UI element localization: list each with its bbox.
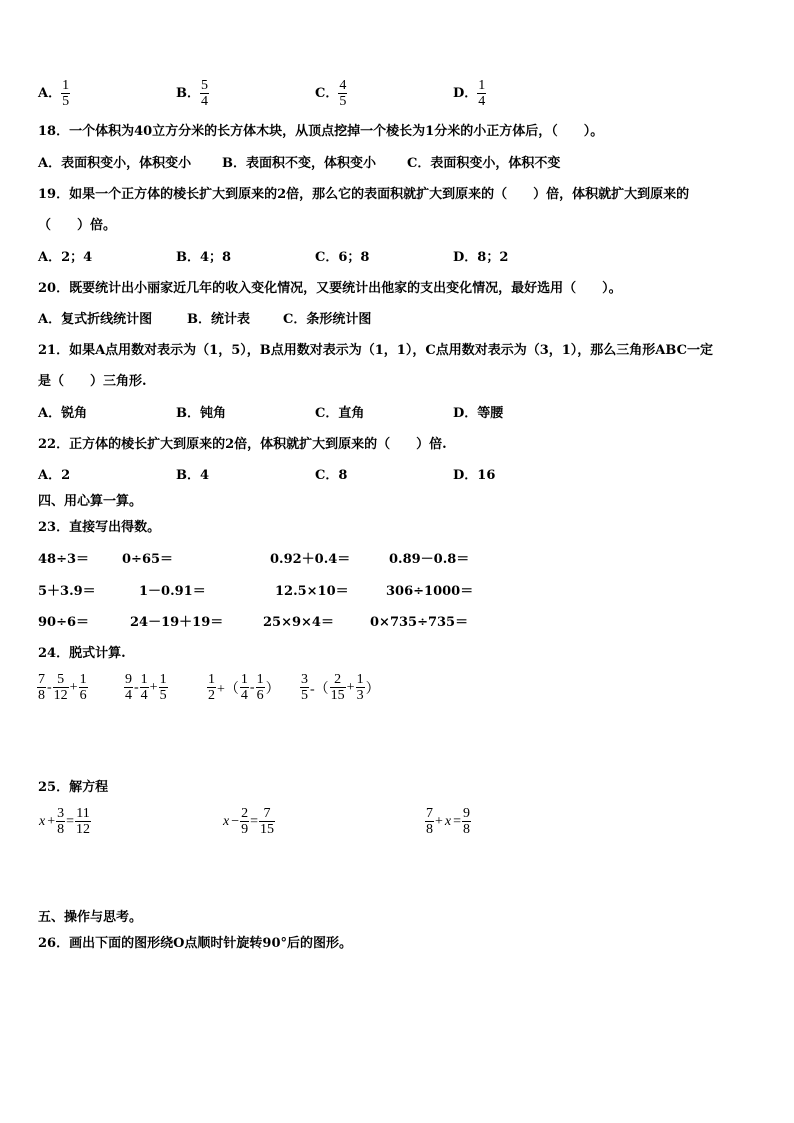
- q21-option-c: C．直角: [315, 406, 365, 421]
- calc-item: 306÷1000＝: [386, 584, 474, 599]
- q25-equation-1: x + $\frac{3}{8}$ = $\frac{11}{12}$: [39, 806, 91, 837]
- q17-option-d: D． $\frac{1}{4}$: [453, 78, 486, 109]
- fraction: $\frac{1}{2}$: [208, 672, 215, 703]
- q24-expression-4: $\frac{3}{5}$ -（ $\frac{2}{15}$ + $\frac{1}{3}$ ）: [301, 672, 380, 703]
- q19-option-d: D．8；2: [453, 250, 509, 265]
- q20-option-a: A．复式折线统计图: [38, 312, 153, 327]
- fraction: $\frac{1}{4}$: [140, 672, 148, 703]
- q24-expression-2: $\frac{9}{4}$ - $\frac{1}{4}$ + $\frac{1}{5}$: [125, 672, 167, 703]
- fraction: $\frac{7}{8}$: [38, 672, 45, 703]
- fraction: $\frac{1}{5}$: [159, 672, 167, 703]
- fraction: $\frac{1}{6}$: [79, 672, 87, 703]
- calc-item: 24－19＋19＝: [130, 615, 224, 630]
- fraction: $\frac{9}{4}$: [125, 672, 132, 703]
- q17-option-a: A． $\frac{1}{5}$: [38, 78, 70, 109]
- q19-stem-line1: 19．如果一个正方体的棱长扩大到原来的2倍，那么它的表面积就扩大到原来的（ ）倍，体积就扩大到原来的: [38, 187, 690, 202]
- calc-item: 0.92＋0.4＝: [270, 552, 351, 567]
- fraction: $\frac{9}{8}$: [463, 806, 471, 837]
- q18-option-b: B．表面积不变，体积变小: [222, 156, 376, 171]
- fraction: $\frac{7}{8}$: [426, 806, 433, 837]
- fraction: $\frac{1}{4}$: [240, 672, 248, 703]
- calc-item: 0.89－0.8＝: [389, 552, 470, 567]
- q19-option-a: A．2；4: [38, 250, 93, 265]
- fraction: $\frac{1}{5}$: [62, 78, 70, 109]
- q21-stem-line1: 21．如果A点用数对表示为（1，5），B点用数对表示为（1，1），C点用数对表示为（3，1），那么三角形ABC一定: [38, 343, 713, 358]
- section-5-title: 五、操作与思考。: [38, 910, 143, 925]
- calc-item: 5＋3.9＝: [38, 584, 96, 599]
- q22-option-c: C．8: [315, 468, 348, 483]
- fraction: $\frac{2}{9}$: [241, 806, 249, 837]
- fraction: $\frac{7}{15}$: [260, 806, 275, 837]
- q21-option-d: D．等腰: [453, 406, 504, 421]
- q24-stem: 24．脱式计算.: [38, 646, 126, 661]
- fraction: $\frac{5}{4}$: [201, 78, 208, 109]
- fraction: $\frac{2}{15}$: [330, 672, 345, 703]
- q18-option-a: A．表面积变小，体积变小: [38, 156, 192, 171]
- calc-item: 0÷65＝: [122, 552, 174, 567]
- q22-option-d: D．16: [453, 468, 496, 483]
- q17-option-b: B． $\frac{5}{4}$: [176, 78, 208, 109]
- fraction: $\frac{4}{5}$: [339, 78, 347, 109]
- q24-expression-3: $\frac{1}{2}$ +（ $\frac{1}{4}$ - $\frac{1}{6}$ ）: [208, 672, 280, 703]
- fraction: $\frac{3}{8}$: [57, 806, 65, 837]
- q21-stem-line2: 是（ ）三角形.: [38, 374, 147, 389]
- calc-item: 1－0.91＝: [139, 584, 206, 599]
- q18-stem: 18．一个体积为40立方分米的长方体木块，从顶点挖掉一个棱长为1分米的小正方体后，（ ）。: [38, 124, 604, 139]
- q22-stem: 22．正方体的棱长扩大到原来的2倍，体积就扩大到原来的（ ）倍.: [38, 437, 447, 452]
- q21-option-a: A．锐角: [38, 406, 88, 421]
- calc-item: 48÷3＝: [38, 552, 90, 567]
- q25-equation-2: x − $\frac{2}{9}$ = $\frac{7}{15}$: [223, 806, 275, 837]
- section-4-title: 四、用心算一算。: [38, 494, 143, 509]
- calc-item: 90÷6＝: [38, 615, 90, 630]
- q19-stem-line2: （ ）倍。: [38, 218, 117, 233]
- q17-option-c: C． $\frac{4}{5}$: [315, 78, 347, 109]
- q25-equation-3: $\frac{7}{8}$ + x = $\frac{9}{8}$: [426, 806, 471, 837]
- q25-stem: 25．解方程: [38, 780, 109, 795]
- q22-option-a: A．2: [38, 468, 71, 483]
- fraction: $\frac{11}{12}$: [76, 806, 91, 837]
- calc-item: 12.5×10＝: [275, 584, 349, 599]
- q26-stem: 26．画出下面的图形绕O点顺时针旋转90°后的图形。: [38, 936, 353, 951]
- q22-option-b: B．4: [176, 468, 210, 483]
- fraction: $\frac{1}{4}$: [478, 78, 486, 109]
- q20-stem: 20．既要统计出小丽家近几年的收入变化情况，又要统计出他家的支出变化情况，最好选用（ ）。: [38, 281, 622, 296]
- q24-expression-1: $\frac{7}{8}$ - $\frac{5}{12}$ + $\frac{1}{6}$: [38, 672, 87, 703]
- q20-option-c: C．条形统计图: [283, 312, 372, 327]
- calc-item: 25×9×4＝: [263, 615, 334, 630]
- q19-option-c: C．6；8: [315, 250, 370, 265]
- fraction: $\frac{1}{6}$: [256, 672, 264, 703]
- q23-stem: 23．直接写出得数。: [38, 520, 161, 535]
- fraction: $\frac{3}{5}$: [301, 672, 308, 703]
- q18-option-c: C．表面积变小，体积不变: [407, 156, 561, 171]
- q20-option-b: B．统计表: [187, 312, 250, 327]
- q19-option-b: B．4；8: [176, 250, 232, 265]
- q21-option-b: B．钝角: [176, 406, 226, 421]
- fraction: $\frac{1}{3}$: [356, 672, 364, 703]
- fraction: $\frac{5}{12}$: [53, 672, 68, 703]
- calc-item: 0×735÷735＝: [370, 615, 469, 630]
